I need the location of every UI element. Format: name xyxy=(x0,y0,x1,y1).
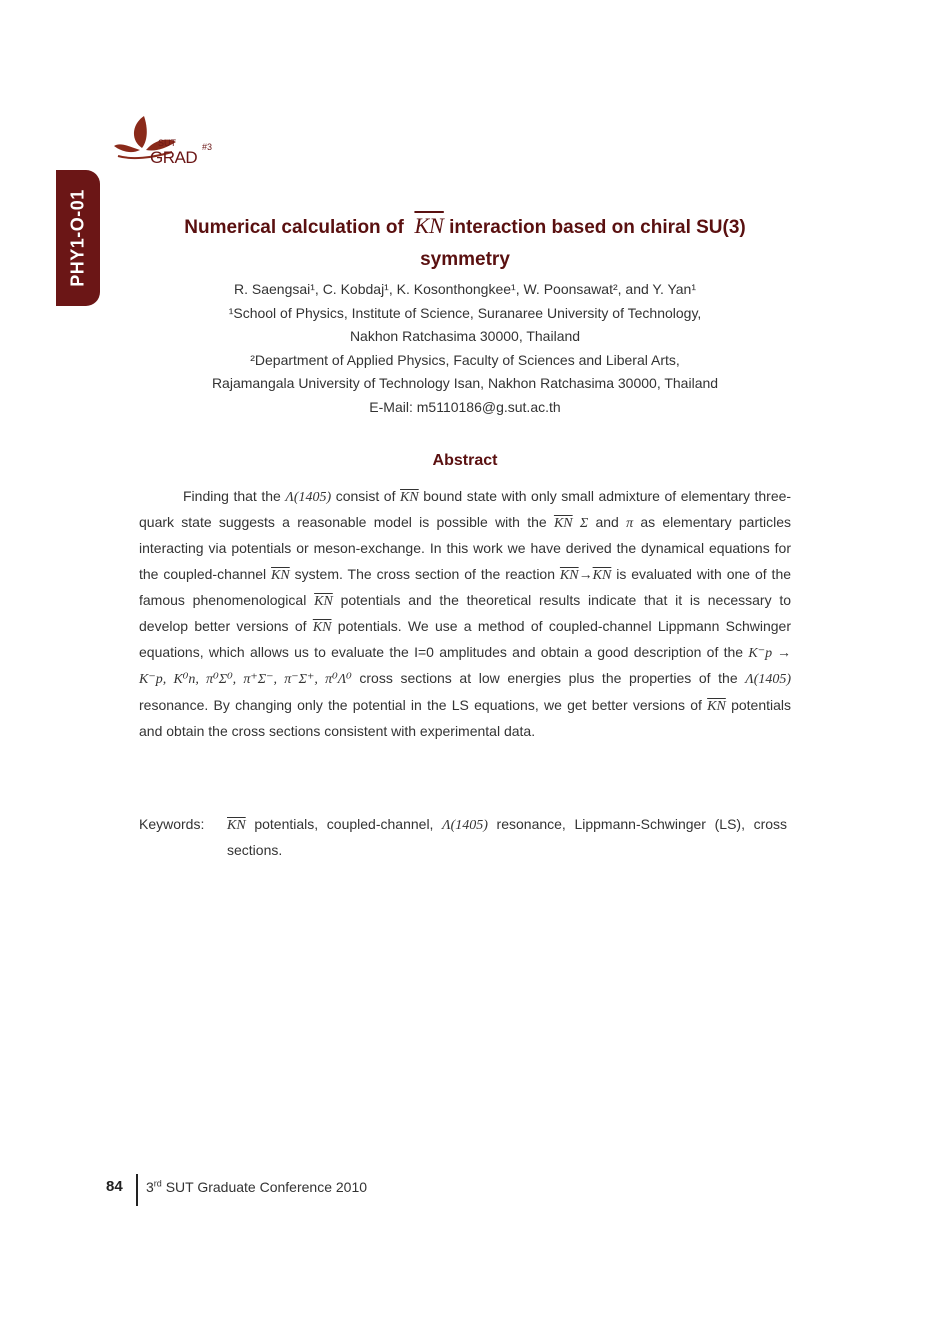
abstract-text: potentials and obtain the cross sections consistent with experimental data. xyxy=(139,696,792,739)
paper-title xyxy=(140,210,790,276)
affiliation-1b: Nakhon Ratchasima 30000, Thailand xyxy=(349,328,581,344)
kn-symbol: $\overline{KN}$ xyxy=(271,567,290,583)
conference-title: SUT Graduate Conference 2010 xyxy=(165,1179,368,1195)
abstract-text: potentials. We use a method of coupled-channel Lippmann Schwinger equations, which allows us to evaluate the I=0 amplitudes and obtain a good description of the xyxy=(139,618,792,661)
abstract-text: potentials and the theoretical results indicate that it is necessary to develop better versions of xyxy=(139,591,792,635)
logo-main-text: GRAD xyxy=(150,148,198,167)
keywords-part: potentials, coupled-channel, xyxy=(254,816,434,832)
sut-grad-leaf-logo xyxy=(112,112,222,174)
lambda-1405-symbol: Λ(1405) xyxy=(285,490,332,505)
abstract-text: bound state with only small admixture of elementary three-quark state suggests a reasonable model is possible with the xyxy=(139,488,792,531)
title-part2: interaction based on chiral SU(3) xyxy=(449,217,746,238)
page-number: 84 xyxy=(106,1178,123,1195)
affiliation-2a: ²Department of Applied Physics, Faculty of Sciences and Liberal Arts, xyxy=(250,351,680,368)
kn-symbol: $\overline{KN}$ xyxy=(553,516,573,532)
arrow-symbol: → xyxy=(578,565,593,582)
title-line2: symmetry xyxy=(420,249,510,270)
conference-ordinal-suffix: rd xyxy=(153,1178,162,1189)
kn-symbol: $\overline{KN}$ xyxy=(592,567,612,583)
kn-symbol: $\overline{KN}$ xyxy=(314,593,333,609)
abstract-text: consist of xyxy=(335,488,396,504)
keywords-part: resonance, Lippmann-Schwinger (LS), cross sections. xyxy=(227,816,788,858)
title-part1: Numerical calculation of xyxy=(184,217,404,238)
kn-symbol: $\overline{KN}$ xyxy=(559,567,579,583)
kn-symbol: $\overline{KN}$ xyxy=(312,620,332,636)
author-email: E-Mail: m5110186@g.sut.ac.th xyxy=(369,398,561,415)
logo-top-text: SUT xyxy=(158,138,176,148)
affiliation-2b: Rajamangala University of Technology Isan, Nakhon Ratchasima 30000, Thailand xyxy=(211,375,719,391)
abstract-text: system. The cross section of the reaction xyxy=(294,565,555,582)
kn-symbol: $\overline{KN}$ xyxy=(227,818,246,833)
abstract-heading: Abstract xyxy=(432,452,498,469)
abstract-text: cross sections at low energies plus the properties of the xyxy=(359,670,738,687)
lambda-1405-symbol: Λ(1405) xyxy=(442,818,488,833)
section-side-tab xyxy=(56,170,100,306)
kn-symbol: $\overline{KN}$ xyxy=(400,490,419,505)
keywords-label: Keywords: xyxy=(139,816,205,832)
abstract-body xyxy=(139,484,791,744)
kn-symbol: $\overline{KN}$ xyxy=(707,698,726,714)
reaction-list: K⁻p → K⁻p, K⁰n, π⁰Σ⁰, π⁺Σ⁻, π⁻Σ⁺, π⁰Λ⁰ xyxy=(139,646,792,688)
abstract-text: and xyxy=(595,514,619,531)
conference-name xyxy=(146,1179,367,1195)
logo-superscript: #3 xyxy=(202,142,213,152)
side-tab-label: PHY1-O-01 xyxy=(67,189,88,287)
author-list: R. Saengsai¹, C. Kobdaj¹, K. Kosonthongkee¹, W. Poonsawat², and Y. Yan¹ xyxy=(233,281,696,297)
conference-ordinal: 3 xyxy=(146,1179,154,1195)
pi-symbol: π xyxy=(626,516,634,532)
abstract-text: is evaluated with one of the famous phenomenological xyxy=(139,565,792,608)
author-block xyxy=(140,278,790,419)
affiliation-1a: ¹School of Physics, Institute of Science, Suranaree University of Technology, xyxy=(228,304,702,321)
title-kn-symbol: $\overline{KN}$ xyxy=(414,213,444,238)
lambda-1405-symbol: Λ(1405) xyxy=(745,672,792,688)
abstract-text: Finding that the xyxy=(183,488,281,504)
sigma-symbol: Σ xyxy=(579,516,589,532)
abstract-text: resonance. By changing only the potential in the LS equations, we get better versions of xyxy=(139,696,702,713)
abstract-text: as elementary particles interacting via potentials or meson-exchange. In this work we have derived the dynamical equations for the coupled-channel xyxy=(139,514,791,582)
keywords-text xyxy=(227,812,787,863)
footer-divider xyxy=(136,1174,138,1206)
